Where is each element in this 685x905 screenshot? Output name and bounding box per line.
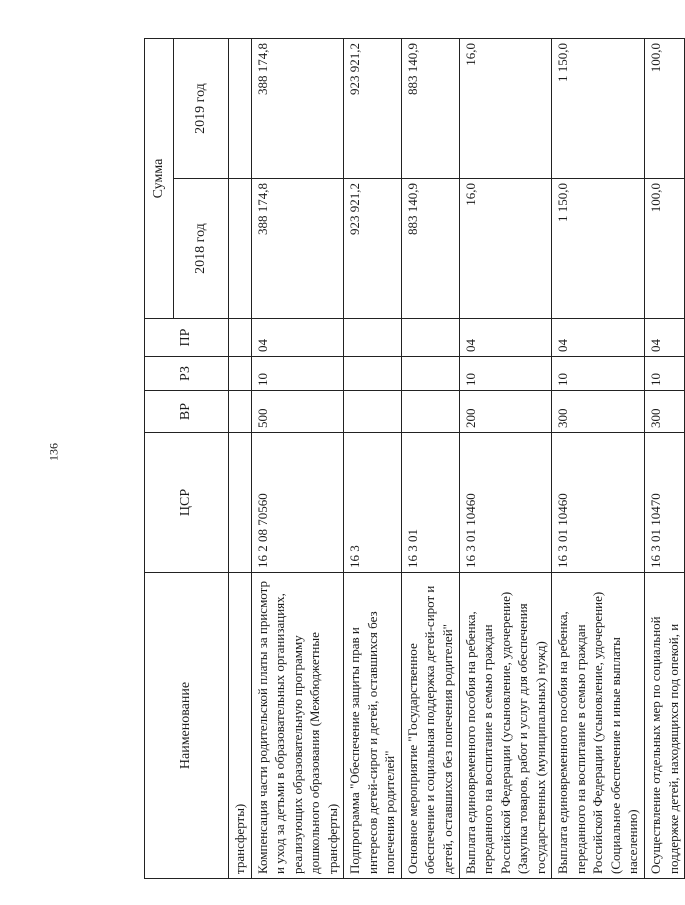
row-pr [229,319,252,357]
row-pr: 04 [459,319,552,357]
row-name: Осуществление отдельных мер по социальной поддержке детей, находящихся под опекой, и [645,573,685,879]
budget-table [144,38,685,879]
table-header-row [145,39,174,879]
table-row [552,39,645,879]
row-2019: 883 140,9 [401,39,459,179]
row-rz [229,357,252,391]
row-name: Выплата единовременного пособия на ребенка, переданного на воспитание в семью граждан Российской Федерации (усыновление, удочерение) (Социальное обеспечение и иные выплаты населению) [552,573,645,879]
header-vr: ВР [145,391,229,433]
row-2018: 1 150,0 [552,179,645,319]
row-csr: 16 3 01 10460 [459,433,552,573]
row-vr: 500 [251,391,344,433]
row-vr: 200 [459,391,552,433]
row-pr: 04 [552,319,645,357]
table-row [645,39,685,879]
row-rz: 10 [645,357,685,391]
row-vr: 300 [552,391,645,433]
row-2019: 1 150,0 [552,39,645,179]
table-row [459,39,552,879]
row-2019: 388 174,8 [251,39,344,179]
row-2018: 923 921,2 [344,179,402,319]
table-row [229,39,252,879]
row-name: Подпрограмма "Обеспечение защиты прав и интересов детей-сирот и детей, оставшихся без попечения родителей" [344,573,402,879]
row-pr: 04 [645,319,685,357]
header-name: Наименование [145,573,229,879]
row-2018: 16,0 [459,179,552,319]
row-2019: 100,0 [645,39,685,179]
table-row [401,39,459,879]
header-2018: 2018 год [174,179,229,319]
row-2018 [229,179,252,319]
row-csr: 16 3 01 10470 [645,433,685,573]
header-csr: ЦСР [145,433,229,573]
row-name: трансферты) [229,573,252,879]
row-vr [229,391,252,433]
table-row [251,39,344,879]
header-pr: ПР [145,319,229,357]
row-2018: 388 174,8 [251,179,344,319]
header-rz: РЗ [145,357,229,391]
row-rz: 10 [552,357,645,391]
row-pr [344,319,402,357]
row-2019 [229,39,252,179]
row-name: Выплата единовременного пособия на ребенка, переданного на воспитание в семью граждан Российской Федерации (усыновление, удочерение) (Закупка товаров, работ и услуг для обеспечения государственных (муниципальных) нужд) [459,573,552,879]
rotated-page [144,39,681,879]
row-2018: 883 140,9 [401,179,459,319]
row-rz [344,357,402,391]
header-2019: 2019 год [174,39,229,179]
row-vr [344,391,402,433]
row-2018: 100,0 [645,179,685,319]
row-rz: 10 [459,357,552,391]
table-row [344,39,402,879]
row-vr: 300 [645,391,685,433]
row-vr [401,391,459,433]
page-number: 136 [46,443,61,461]
row-csr: 16 3 [344,433,402,573]
row-pr [401,319,459,357]
row-csr: 16 3 01 10460 [552,433,645,573]
row-2019: 923 921,2 [344,39,402,179]
row-csr: 16 3 01 [401,433,459,573]
row-2019: 16,0 [459,39,552,179]
row-pr: 04 [251,319,344,357]
row-csr: 16 2 08 70560 [251,433,344,573]
row-rz [401,357,459,391]
row-rz: 10 [251,357,344,391]
row-name: Компенсация части родительской платы за присмотр и уход за детьми в образовательных организациях, реализующих образовательную программу дошкольного образования (Межбюджетные трансферты) [251,573,344,879]
row-name: Основное мероприятие "Государственное обеспечение и социальная поддержка детей-сирот и детей, оставшихся без попечения родителей" [401,573,459,879]
header-sum: Сумма [145,39,174,319]
row-csr [229,433,252,573]
